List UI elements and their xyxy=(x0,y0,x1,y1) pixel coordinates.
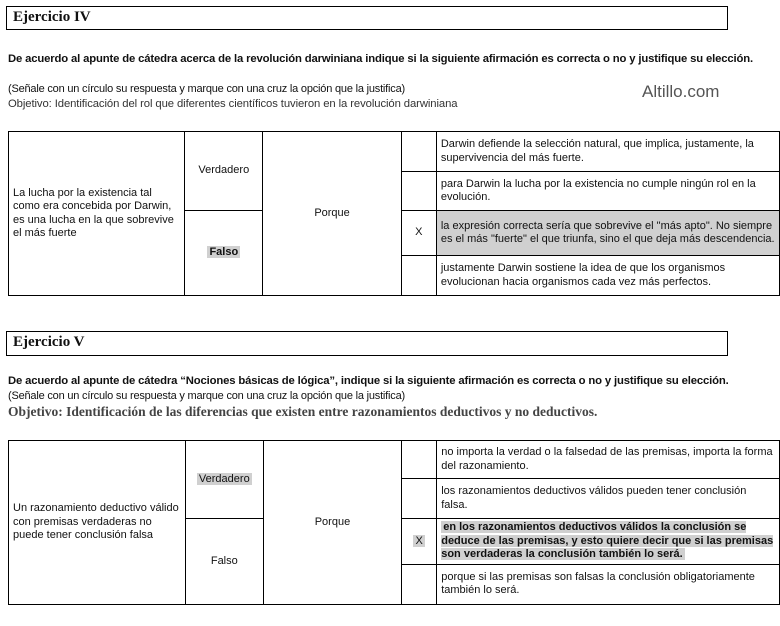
exercise-4-reason-1[interactable]: Darwin defiende la selección natural, que implica, justamente, la supervivencia del más fuerte. xyxy=(436,132,779,172)
exercise-5-option-true-label: Verdadero xyxy=(198,472,250,485)
exercise-5-because: Porque xyxy=(263,441,401,605)
exercise-4-table xyxy=(8,131,780,296)
exercise-4-reason-2[interactable]: para Darwin la lucha por la existencia no cumple ningún rol en la evolución. xyxy=(436,172,779,211)
exercise-5-question: De acuerdo al apunte de cátedra “Nociones básicas de lógica”, indique si la siguiente afirmación es correcta o no y justifique su elección. xyxy=(8,375,729,387)
exercise-5-reason-1[interactable]: no importa la verdad o la falsedad de las premisas, importa la forma del razonamiento. xyxy=(437,441,780,479)
exercise-5-instructions: (Señale con un círculo su respuesta y marque con una cruz la opción que la justifica) xyxy=(8,390,405,402)
exercise-4-reason-4[interactable]: justamente Darwin sostiene la idea de que los organismos evolucionan hacia organismos cada vez más perfectos. xyxy=(436,256,779,296)
exercise-4-option-true[interactable]: Verdadero xyxy=(185,132,263,211)
exercise-4-reason-3[interactable]: la expresión correcta sería que sobrevive el "más apto". No siempre es el más "fuerte" el que triunfa, sino el que deja más descendencia. xyxy=(436,211,779,256)
exercise-5-table xyxy=(8,440,780,605)
exercise-4-title: Ejercicio IV xyxy=(6,6,728,30)
exercise-4-mark-3[interactable]: X xyxy=(401,211,436,256)
exercise-5-statement: Un razonamiento deductivo válido con premisas verdaderas no puede tener conclusión falsa xyxy=(9,441,186,605)
exercise-5-mark-1[interactable] xyxy=(402,441,437,479)
exercise-5-mark-2[interactable] xyxy=(402,479,437,519)
exercise-5-mark-4[interactable] xyxy=(402,564,437,604)
exercise-4-mark-4[interactable] xyxy=(401,256,436,296)
exercise-4-because: Porque xyxy=(263,132,401,296)
watermark: Altillo.com xyxy=(642,82,720,101)
exercise-5-reason-3-text: en los razonamientos deductivos válidos la conclusión se deduce de las premisas, y esto quiere decir que si las premisas son verdaderas la conclusión también lo será. xyxy=(441,521,774,560)
exercise-4-mark-2[interactable] xyxy=(401,172,436,211)
exercise-5-reason-3[interactable] xyxy=(437,519,780,565)
exercise-4-statement: La lucha por la existencia tal como era concebida por Darwin, es una lucha en la que sobrevive el más fuerte xyxy=(9,132,185,296)
exercise-4-option-false[interactable] xyxy=(185,211,263,296)
exercise-5-title: Ejercicio V xyxy=(6,331,728,356)
exercise-5-mark-3-label: X xyxy=(415,534,423,547)
exercise-5-option-false[interactable]: Falso xyxy=(185,519,263,605)
exercise-5-reason-2[interactable]: los razonamientos deductivos válidos pueden tener conclusión falsa. xyxy=(437,479,780,519)
exercise-4-objective: Objetivo: Identificación del rol que diferentes científicos tuvieron en la revolución darwiniana xyxy=(8,98,458,110)
exercise-4-question: De acuerdo al apunte de cátedra acerca de la revolución darwiniana indique si la siguiente afirmación es correcta o no y justifique su elección. xyxy=(8,53,753,65)
exercise-5-reason-4[interactable]: porque si las premisas son falsas la conclusión obligatoriamente también lo será. xyxy=(437,564,780,604)
exercise-5-option-true[interactable] xyxy=(185,441,263,519)
exercise-5-mark-3[interactable] xyxy=(402,519,437,565)
exercise-4-mark-1[interactable] xyxy=(401,132,436,172)
exercise-4-option-false-label: Falso xyxy=(209,246,239,259)
exercise-4-instructions: (Señale con un círculo su respuesta y marque con una cruz la opción que la justifica) xyxy=(8,83,405,95)
exercise-5-objective: Objetivo: Identificación de las diferencias que existen entre razonamientos deductivos y no deductivos. xyxy=(8,404,598,419)
